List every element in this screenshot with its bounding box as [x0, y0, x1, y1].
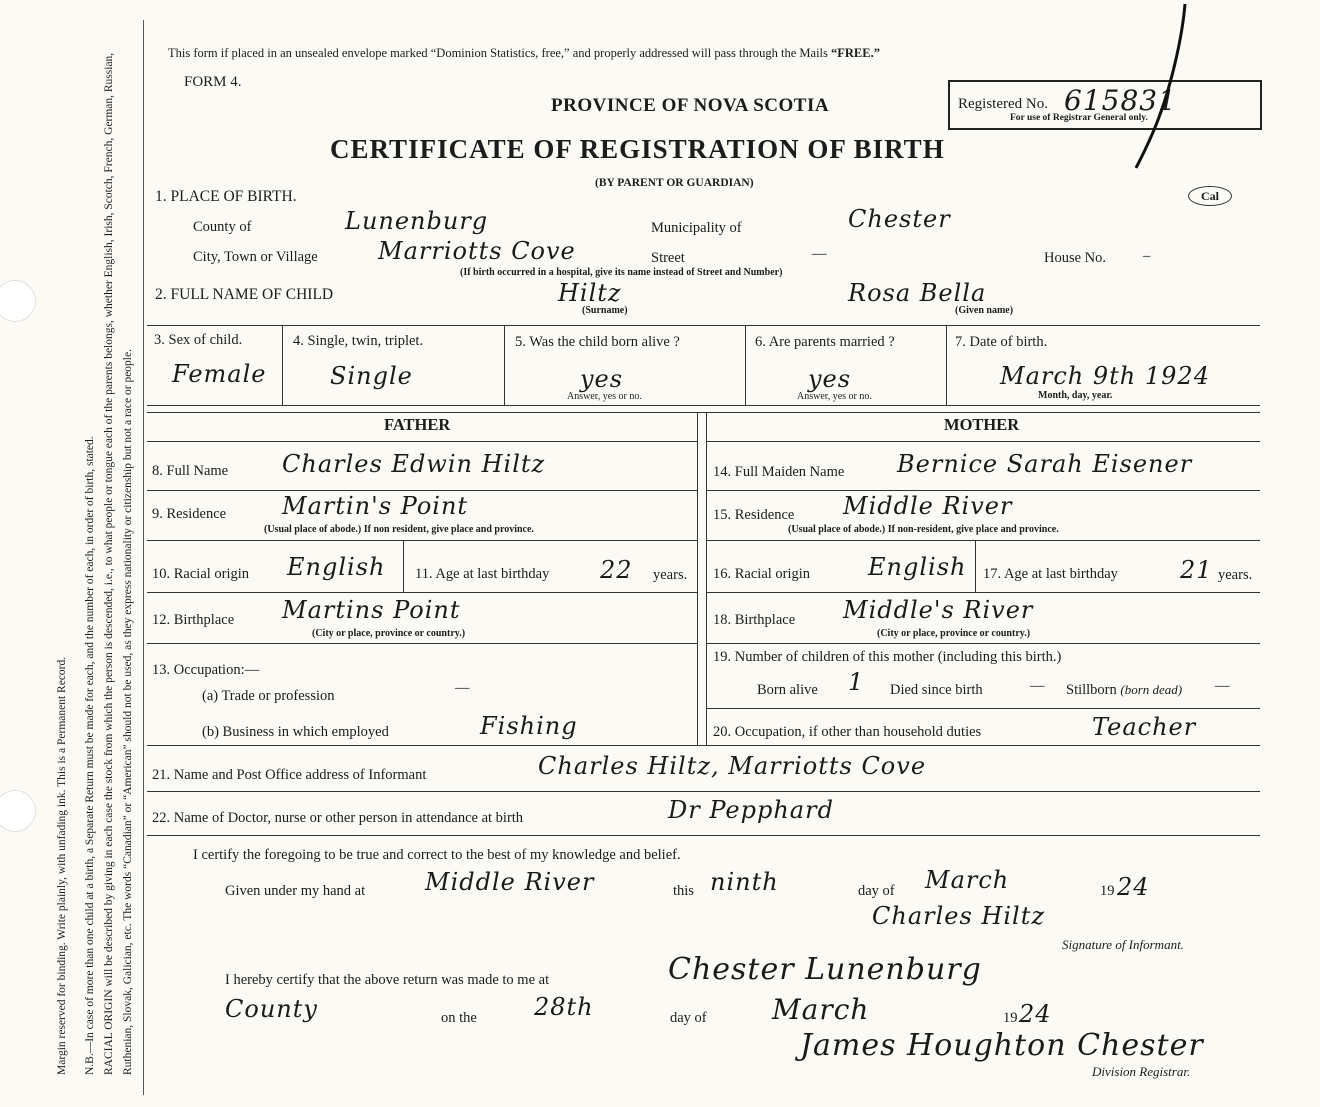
municipality-label: Municipality of — [651, 220, 742, 236]
given-place: Middle River — [425, 868, 595, 896]
child-surname: Hiltz — [558, 279, 622, 307]
mother-age-years: years. — [1218, 567, 1253, 583]
informant-label: 21. Name and Post Office address of Informant — [152, 767, 427, 783]
father-age-label: 11. Age at last birthday — [415, 566, 550, 582]
father-birthplace-caption: (City or place, province or country.) — [312, 628, 466, 639]
margin-note-2: N.B.—In case of more than one child at a birth, a Separate Return must be made for each, and the number of each, in order of birth, stated. — [84, 436, 96, 1075]
mother-birthplace-caption: (City or place, province or country.) — [877, 628, 1031, 639]
father-age: 22 — [600, 556, 633, 584]
child-name-label: 2. FULL NAME OF CHILD — [155, 286, 334, 303]
mother-name-label: 14. Full Maiden Name — [713, 464, 845, 480]
mother-children-label: 19. Number of children of this mother (including this birth.) — [713, 649, 1062, 665]
rule-row-4 — [147, 643, 697, 644]
place-heading: 1. PLACE OF BIRTH. — [155, 188, 297, 205]
given-under-label: Given under my hand at — [225, 883, 366, 899]
mother-residence: Middle River — [843, 492, 1013, 520]
mother-age-label: 17. Age at last birthday — [983, 566, 1118, 582]
father-racial: English — [287, 553, 386, 581]
sex-label: 3. Sex of child. — [154, 332, 243, 348]
day-of-label: day of — [858, 883, 895, 899]
reg-day-of-label: day of — [670, 1010, 707, 1026]
binding-hole-bottom — [0, 790, 36, 832]
mail-free-text: “FREE.” — [831, 46, 880, 60]
city-value: Marriotts Cove — [378, 237, 576, 265]
seal-text: Cal — [1201, 189, 1219, 203]
binding-hole-top — [0, 280, 36, 322]
registrar-statement: I hereby certify that the above return was made to me at — [225, 972, 550, 988]
page-title: CERTIFICATE OF REGISTRATION OF BIRTH — [330, 134, 945, 164]
page-subtitle: (BY PARENT OR GUARDIAN) — [595, 177, 754, 189]
rule-c4 — [946, 325, 947, 405]
doctor-value: Dr Pepphard — [668, 796, 834, 824]
registration-year: 24 — [1019, 1000, 1052, 1028]
registered-label: Registered No. — [958, 96, 1048, 112]
father-residence-caption: (Usual place of abode.) If non resident, give place and province. — [264, 524, 534, 535]
registered-number: 615831 — [1064, 84, 1177, 117]
mother-birthplace: Middle's River — [843, 596, 1034, 624]
rule-doctor-bottom — [147, 835, 1260, 836]
died-value: — — [1030, 678, 1045, 694]
father-heading: FATHER — [384, 415, 451, 434]
rule-row-1-r — [706, 490, 1260, 491]
married-label: 6. Are parents married ? — [755, 334, 895, 350]
rule-c3 — [745, 325, 746, 405]
informant-signature: Charles Hiltz — [872, 902, 1045, 930]
registrar-note: For use of Registrar General only. — [1010, 113, 1148, 123]
mother-racial-label: 16. Racial origin — [713, 566, 811, 582]
mother-racial: English — [868, 553, 967, 581]
child-given-name: Rosa Bella — [848, 279, 987, 307]
father-age-years: years. — [653, 567, 688, 583]
born-alive-label: Born alive — [757, 682, 818, 698]
doctor-label: 22. Name of Doctor, nurse or other person in attendance at birth — [152, 810, 524, 826]
rule-row-3-r — [706, 592, 1260, 593]
rule-father-age — [403, 540, 404, 592]
father-name-label: 8. Full Name — [152, 463, 229, 479]
county-value: Lunenburg — [345, 207, 489, 235]
rule-child-top — [147, 325, 1260, 326]
father-trade: — — [455, 680, 470, 696]
rule-row-2-r — [706, 540, 1260, 541]
registrar-mark-stroke — [1136, 4, 1185, 168]
born-alive-value: 1 — [848, 668, 865, 696]
mother-occupation: Teacher — [1092, 713, 1197, 741]
informant-signature-caption: Signature of Informant. — [1062, 937, 1184, 952]
given-month: March — [925, 866, 1010, 894]
rule-row-4-r — [706, 643, 1260, 644]
mother-residence-label: 15. Residence — [713, 507, 795, 523]
father-business-label: (b) Business in which employed — [202, 724, 389, 740]
father-name: Charles Edwin Hiltz — [282, 450, 546, 478]
surname-caption: (Surname) — [582, 305, 628, 316]
reg-year-prefix: 19 — [1003, 1010, 1018, 1026]
stillborn-label-text: Stillborn — [1066, 682, 1117, 698]
rule-row-5-r — [706, 708, 1260, 709]
rule-mother-age — [975, 540, 976, 592]
alive-caption: Answer, yes or no. — [567, 391, 642, 402]
father-residence: Martin's Point — [282, 492, 469, 520]
father-residence-label: 9. Residence — [152, 506, 227, 522]
form-number: FORM 4. — [184, 74, 242, 90]
married-caption: Answer, yes or no. — [797, 391, 872, 402]
certify-statement: I certify the foregoing to be true and correct to the best of my knowledge and belief. — [193, 847, 681, 863]
rule-row-3 — [147, 592, 697, 593]
hospital-note: (If birth occurred in a hospital, give its name instead of Street and Number) — [460, 267, 783, 278]
mother-name: Bernice Sarah Eisener — [897, 450, 1193, 478]
rule-c1 — [282, 325, 283, 405]
dob-label: 7. Date of birth. — [955, 334, 1048, 350]
rule-informant-top — [147, 745, 1260, 746]
given-caption: (Given name) — [955, 305, 1014, 316]
registrar-mark — [1130, 0, 1190, 170]
municipality-value: Chester — [848, 205, 951, 233]
rule-row-2 — [147, 540, 697, 541]
father-racial-label: 10. Racial origin — [152, 566, 250, 582]
province-heading: PROVINCE OF NOVA SCOTIA — [551, 95, 830, 116]
binding-rule — [143, 20, 144, 1095]
street-value: — — [812, 246, 827, 262]
mother-heading: MOTHER — [944, 415, 1020, 434]
registrar-place: Chester Lunenburg — [668, 952, 982, 987]
mother-residence-caption: (Usual place of abode.) If non-resident, give place and province. — [788, 524, 1059, 535]
on-the-label: on the — [441, 1010, 477, 1026]
seal-stamp — [1188, 186, 1232, 206]
mother-age: 21 — [1180, 556, 1213, 584]
year-prefix: 19 — [1100, 883, 1115, 899]
rule-parents-head-r — [706, 441, 1260, 442]
rule-doctor-top — [147, 791, 1260, 792]
house-label: House No. — [1044, 250, 1107, 266]
city-label: City, Town or Village — [193, 249, 318, 265]
dob-value: March 9th 1924 — [1000, 362, 1210, 390]
mother-occupation-label: 20. Occupation, if other than household duties — [713, 724, 982, 740]
registration-month: March — [772, 993, 870, 1026]
father-business: Fishing — [480, 712, 578, 740]
registrar-place-county: County — [225, 995, 318, 1023]
informant-value: Charles Hiltz, Marriotts Cove — [538, 752, 927, 780]
plurality-value: Single — [330, 362, 413, 390]
mother-birthplace-label: 18. Birthplace — [713, 612, 796, 628]
father-birthplace-label: 12. Birthplace — [152, 612, 235, 628]
given-year: 24 — [1117, 873, 1150, 901]
plurality-label: 4. Single, twin, triplet. — [293, 333, 424, 349]
died-label: Died since birth — [890, 682, 983, 698]
father-occupation-label: 13. Occupation:— — [152, 662, 260, 678]
house-value: – — [1143, 248, 1151, 264]
stillborn-label — [1066, 682, 1182, 699]
rule-parents-head — [147, 441, 697, 442]
margin-note-4: Ruthenian, Slovak, Galician, etc. The words “Canadian” or “American” should not be used, as they express nationality or citizenship but not a race or people. — [122, 349, 134, 1075]
father-trade-label: (a) Trade or profession — [202, 688, 335, 704]
given-day: ninth — [710, 868, 779, 896]
father-birthplace: Martins Point — [282, 596, 461, 624]
alive-value: yes — [580, 365, 624, 393]
sex-value: Female — [172, 360, 267, 388]
margin-note-1: Margin reserved for binding. Write plainly, with unfading ink. This is a Permanent Record. — [56, 656, 68, 1075]
margin-note-3: RACIAL ORIGIN will be described by giving in each case the stock from which the person is descended, i.e., to what people or tongue each of the parents belongs, whether English, Irish, Scotch, French, German, Russian, — [103, 52, 115, 1075]
rule-parents-left-divider — [697, 412, 698, 745]
this-label: this — [673, 883, 694, 899]
dob-caption: Month, day, year. — [1038, 390, 1113, 401]
mail-note — [168, 46, 880, 61]
rule-parents-top — [147, 412, 1260, 413]
stillborn-note: (born dead) — [1120, 682, 1183, 697]
registrar-signature: James Houghton Chester — [800, 1028, 1204, 1063]
stillborn-value: — — [1215, 678, 1230, 694]
married-value: yes — [808, 365, 852, 393]
rule-child-bottom — [147, 405, 1260, 406]
county-label: County of — [193, 219, 252, 235]
rule-row-1 — [147, 490, 697, 491]
mail-note-text: This form if placed in an unsealed envelope marked “Dominion Statistics, free,” and properly addressed will pass through the Mails — [168, 46, 828, 60]
registrar-caption: Division Registrar. — [1092, 1064, 1191, 1079]
alive-label: 5. Was the child born alive ? — [515, 334, 680, 350]
rule-parents-right-divider — [706, 412, 707, 745]
street-label: Street — [651, 250, 685, 266]
rule-c2 — [504, 325, 505, 405]
registration-day: 28th — [534, 993, 594, 1021]
